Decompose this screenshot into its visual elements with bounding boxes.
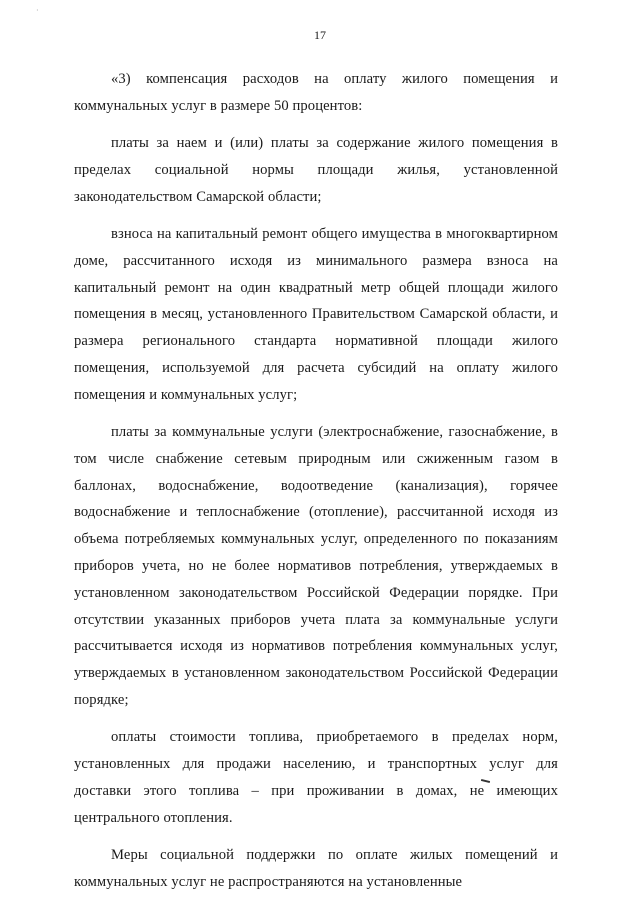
paragraph-capital-repair: взноса на капитальный ремонт общего имущества в многоквартирном доме, рассчитанного исходя из минимального размера взноса на капитальный ремонт на один квадратный метр общей площади жилого помещения в месяц, установленного Правительством Самарской области, и размера регионального стандарта нормативной площади жилого помещения, используемой для расчета субсидий на оплату жилого помещения и коммунальных услуг;: [74, 225, 558, 403]
paragraph-support-measures: Меры социальной поддержки по оплате жилых помещений и коммунальных услуг не распространяются на установленные: [74, 847, 558, 890]
paragraph-compensation-intro: «3) компенсация расходов на оплату жилого помещения и коммунальных услуг в размере 50 процентов:: [74, 71, 558, 114]
page-number: 17: [314, 28, 326, 42]
document-body: [74, 66, 558, 896]
paragraph-rent-payment: платы за наем и (или) платы за содержание жилого помещения в пределах социальной нормы площади жилья, установленной законодательством Самарской области;: [74, 135, 558, 205]
paragraph-utility-payment: платы за коммунальные услуги (электроснабжение, газоснабжение, в том числе снабжение сетевым природным или сжиженным газом в баллонах, водоснабжение, водоотведение (канализация), горячее водоснабжение и теплоснабжение (отопление), рассчитанной исходя из объема потребляемых коммунальных услуг, определенного по показаниям приборов учета, но не более нормативов потребления, утверждаемых в установленном законодательством Российской Федерации порядке. При отсутствии указанных приборов учета плата за коммунальные услуги рассчитывается исходя из нормативов потребления коммунальных услуг, утверждаемых в установленном законодательством Российской Федерации порядке;: [74, 424, 558, 709]
paragraph-fuel-cost: оплаты стоимости топлива, приобретаемого в пределах норм, установленных для продажи населению, и транспортных услуг для доставки этого топлива – при проживании в домах, не имеющих центрального отопления.: [74, 729, 558, 826]
corner-mark: ·: [36, 6, 39, 15]
